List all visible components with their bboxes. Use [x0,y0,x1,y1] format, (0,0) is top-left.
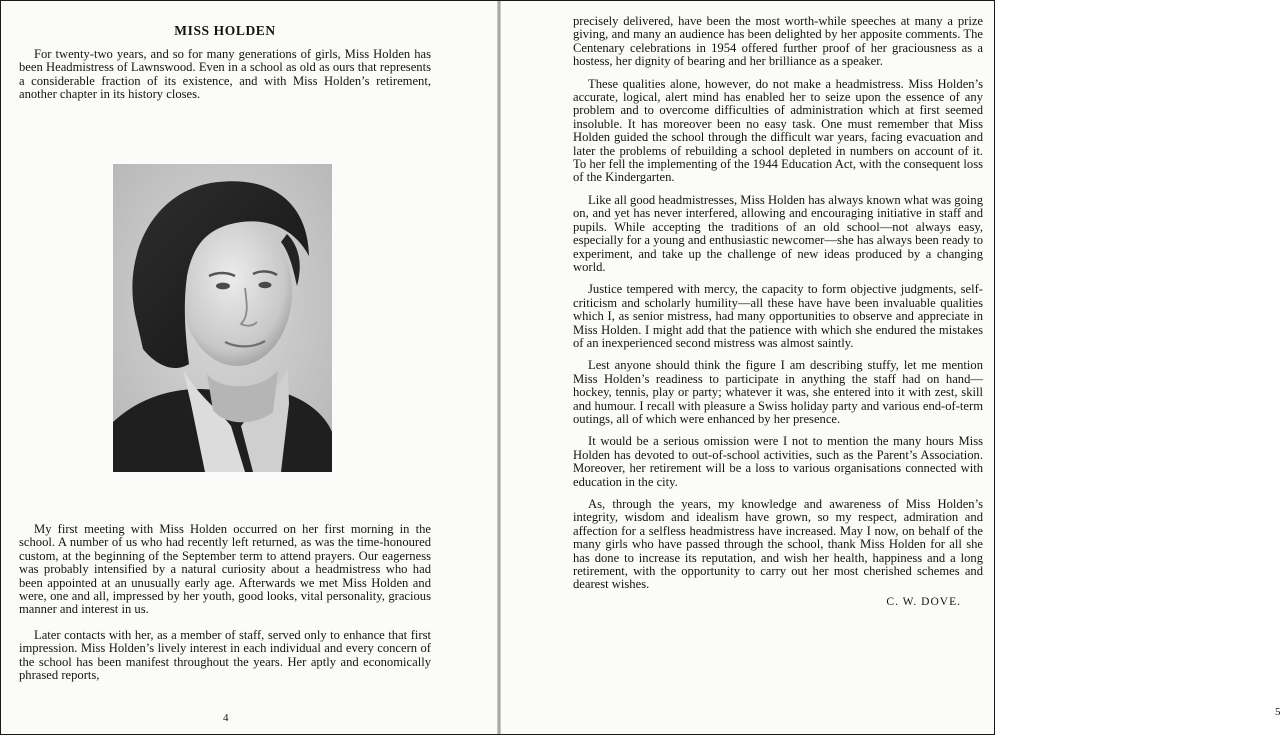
right-page [501,1,1281,734]
body-paragraph: Justice tempered with mercy, the capacity to form objective judgments, self-criticism and scholarly humility—all these have have been invaluable qualities which I, as senior mistress, had many opportunities to observe and appreciate in Miss Holden. I might add that the patience with which she endured the mistakes of an inexperienced second mistress was almost saintly. [573,282,983,350]
body-paragraph: precisely delivered, have been the most worth-while speeches at many a prize giving, and many an audience has been delighted by her apposite comments. The Centenary celebrations in 1954 offered further proof of her graciousness as a hostess, her dignity of bearing and her brilliance as a speaker. [573,14,983,69]
portrait-image [113,164,332,472]
page-number-left: 4 [223,712,229,724]
body-paragraph: Lest anyone should think the figure I am describing stuffy, let me mention Miss Holden’s readiness to participate in anything the staff had on hand—hockey, tennis, play or party; whatever it was, she entered into it with zest, skill and humour. I recall with pleasure a Swiss holiday party and various end-of-term outings, all of which were enhanced by her presence. [573,358,983,426]
author-signature: C. W. DOVE. [886,595,961,608]
body-paragraph: Later contacts with her, as a member of staff, served only to enhance that first impression. Miss Holden’s lively interest in each individual and every concern of the school has been manifest throughout the years. Her aptly and economically phrased reports, [19,627,431,683]
body-paragraph: It would be a serious omission were I not to mention the many hours Miss Holden has devoted to out-of-school activities, such as the Parent’s Association. Moreover, her retirement will be a loss to various organisations connected with education in the city. [573,434,983,489]
portrait-photo [113,164,332,472]
body-paragraph: As, through the years, my knowledge and awareness of Miss Holden’s integrity, wisdom and idealism have grown, so my respect, admiration and affection for a selfless headmistress have increased. May I now, on behalf of the many girls who have passed through the school, thank Miss Holden for all she has done to increase its reputation, and wish her health, happiness and a long retirement, with the opportunity to carry out her most cherished schemes and dearest wishes. [573,497,983,592]
article-title: MISS HOLDEN [174,23,276,38]
body-paragraph: These qualities alone, however, do not make a headmistress. Miss Holden’s accurate, logical, alert mind has enabled her to seize upon the essence of any problem and to overcome difficulties of administration which at first seemed insoluble. It has moreover been no easy task. One must remember that Miss Holden guided the school through the difficult war years, facing evacuation and later the problems of rebuilding a school depleted in numbers on account of it. To her fell the implementing of the 1944 Education Act, with the consequent loss of the Kindergarten. [573,76,983,185]
intro-paragraph: For twenty-two years, and so for many generations of girls, Miss Holden has been Headmistress of Lawnswood. Even in a school as old as ours that represents a considerable fraction of its existence, and with Miss Holden’s retirement, another chapter in its history closes. [19,47,431,102]
left-page [1,1,497,734]
body-paragraph: Like all good headmistresses, Miss Holden has always known what was going on, and yet has never interfered, allowing and encouraging initiative in staff and pupils. While accepting the traditions of an old school—not always easy, especially for a young and enthusiastic newcomer—she has always been ready to experiment, and take up the challenge of new ideas produced by a changing world. [573,192,983,274]
page-number-right: 5 [1275,706,1281,718]
body-paragraph: My first meeting with Miss Holden occurred on her first morning in the school. A number of us who had recently left returned, as was the time-honoured custom, at the beginning of the September term to attend prayers. Our eagerness was probably intensified by a natural curiosity about a headmistress who had been appointed at an unusually early age. Afterwards we met Miss Holden and were, one and all, impressed by her youth, good looks, vital personality, gracious manner and interest in us. [19,522,431,617]
left-lower-text [19,523,431,682]
